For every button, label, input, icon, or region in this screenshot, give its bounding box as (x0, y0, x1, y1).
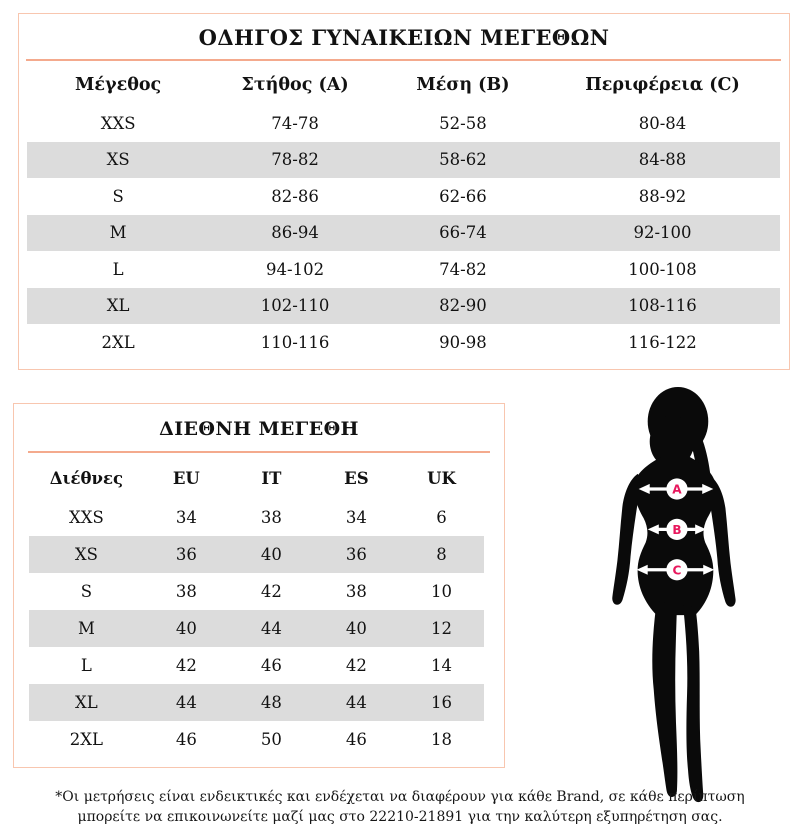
table-row (27, 142, 780, 179)
table-cell: 8 (436, 545, 447, 564)
table-cell: XL (106, 296, 130, 316)
table-row (29, 610, 484, 647)
table-cell: 84-88 (638, 150, 687, 170)
table-cell: S (80, 582, 93, 601)
column-header-chest: Στήθος (A) (241, 75, 349, 95)
table-cell: L (80, 656, 92, 675)
table-cell: 42 (260, 582, 282, 601)
table-row (27, 251, 780, 288)
table-cell: 38 (175, 582, 197, 601)
column-header-international: Διέθνες (49, 468, 124, 488)
table-cell: 74-78 (271, 113, 319, 133)
column-header-hips: Περιφέρεια (C) (585, 75, 740, 95)
table-cell: 2XL (69, 730, 103, 749)
table-row (29, 647, 484, 684)
table-cell: 42 (175, 656, 197, 675)
woman-silhouette-svg (558, 385, 800, 809)
footnote-line-2: μπορείτε να επικοινωνείτε μαζί μας στο 22210-21891 για την καλύτερη εξυπηρέτηση σας. (77, 809, 723, 825)
title-underline (26, 59, 781, 61)
international-sizes-body (29, 499, 484, 758)
table-cell: XS (106, 150, 130, 170)
table-row (27, 215, 780, 252)
table-cell: 34 (175, 508, 197, 527)
footnote (50, 787, 750, 827)
table-row (27, 178, 780, 215)
table-cell: XXS (100, 113, 136, 133)
marker-label-a: A (672, 482, 682, 497)
table-cell: 38 (260, 508, 282, 527)
table-row (29, 536, 484, 573)
column-header-eu: EU (172, 468, 200, 488)
international-sizes-table (13, 403, 505, 768)
table-cell: 50 (260, 730, 282, 749)
table-row (29, 721, 484, 758)
footnote-line-1: *Οι μετρήσεις είναι ενδεικτικές και ενδέχεται να διαφέρουν για κάθε Brand, σε κάθε περίπτωση (55, 789, 745, 805)
size-guide-body (27, 105, 780, 361)
table-cell: 82-86 (271, 186, 319, 206)
table-cell: 16 (430, 693, 452, 712)
table-cell: 46 (260, 656, 282, 675)
womens-size-guide-table (18, 13, 790, 370)
table-cell: 36 (175, 545, 197, 564)
table-row (29, 684, 484, 721)
table-row (27, 288, 780, 325)
column-header-uk: UK (427, 468, 456, 488)
measurement-figure (558, 385, 800, 809)
international-sizes-title: ΔΙΕΘΝΗ ΜΕΓΕΘΗ (159, 418, 359, 440)
table-cell: 116-122 (628, 332, 697, 352)
table-cell: 74-82 (439, 259, 487, 279)
size-guide-header-row (27, 65, 780, 105)
table-cell: 6 (436, 508, 447, 527)
table-cell: 100-108 (628, 259, 697, 279)
international-sizes-header-row (29, 457, 484, 499)
table-row (27, 105, 780, 142)
table-cell: M (109, 223, 127, 243)
column-header-waist: Μέση (B) (416, 75, 510, 95)
table-cell: 46 (345, 730, 367, 749)
marker-label-b: B (672, 522, 682, 537)
table-cell: XS (74, 545, 98, 564)
table-cell: 58-62 (439, 150, 487, 170)
table-cell: XXS (69, 508, 104, 527)
table-cell: 2XL (101, 332, 135, 352)
table-row (29, 499, 484, 536)
table-cell: M (77, 619, 95, 638)
table-cell: 86-94 (271, 223, 319, 243)
table-cell: 40 (345, 619, 367, 638)
table-cell: 12 (430, 619, 452, 638)
table-cell: 44 (260, 619, 282, 638)
title-underline (28, 451, 490, 453)
table-cell: 40 (260, 545, 282, 564)
column-header-size: Μέγεθος (75, 75, 162, 95)
table-cell: 102-110 (260, 296, 330, 316)
table-cell: 66-74 (439, 223, 487, 243)
table-cell: 44 (345, 693, 367, 712)
table-cell: 110-116 (260, 332, 330, 352)
table-cell: S (112, 186, 124, 206)
table-cell: 88-92 (638, 186, 687, 206)
table-cell: 48 (260, 693, 282, 712)
column-header-es: ES (344, 468, 369, 488)
table-row (29, 573, 484, 610)
table-row (27, 324, 780, 361)
table-cell: 34 (345, 508, 367, 527)
table-cell: XL (75, 693, 98, 712)
table-cell: 62-66 (439, 186, 487, 206)
table-cell: 80-84 (638, 113, 687, 133)
table-cell: 18 (430, 730, 452, 749)
table-cell: 40 (175, 619, 197, 638)
table-cell: L (112, 259, 124, 279)
size-guide-title: ΟΔΗΓΟΣ ΓΥΝΑΙΚΕΙΩΝ ΜΕΓΕΘΩΝ (198, 25, 610, 50)
marker-label-c: C (672, 563, 682, 578)
table-cell: 82-90 (439, 296, 487, 316)
table-cell: 46 (175, 730, 197, 749)
table-cell: 78-82 (271, 150, 319, 170)
table-cell: 52-58 (439, 113, 487, 133)
table-cell: 36 (345, 545, 367, 564)
table-cell: 94-102 (266, 259, 325, 279)
woman-silhouette (612, 387, 735, 802)
table-cell: 108-116 (628, 296, 697, 316)
table-cell: 14 (430, 656, 452, 675)
table-cell: 42 (345, 656, 367, 675)
column-header-it: IT (261, 468, 282, 488)
table-cell: 90-98 (439, 332, 487, 352)
table-cell: 44 (175, 693, 197, 712)
table-cell: 10 (430, 582, 452, 601)
table-cell: 38 (345, 582, 367, 601)
table-cell: 92-100 (633, 223, 692, 243)
